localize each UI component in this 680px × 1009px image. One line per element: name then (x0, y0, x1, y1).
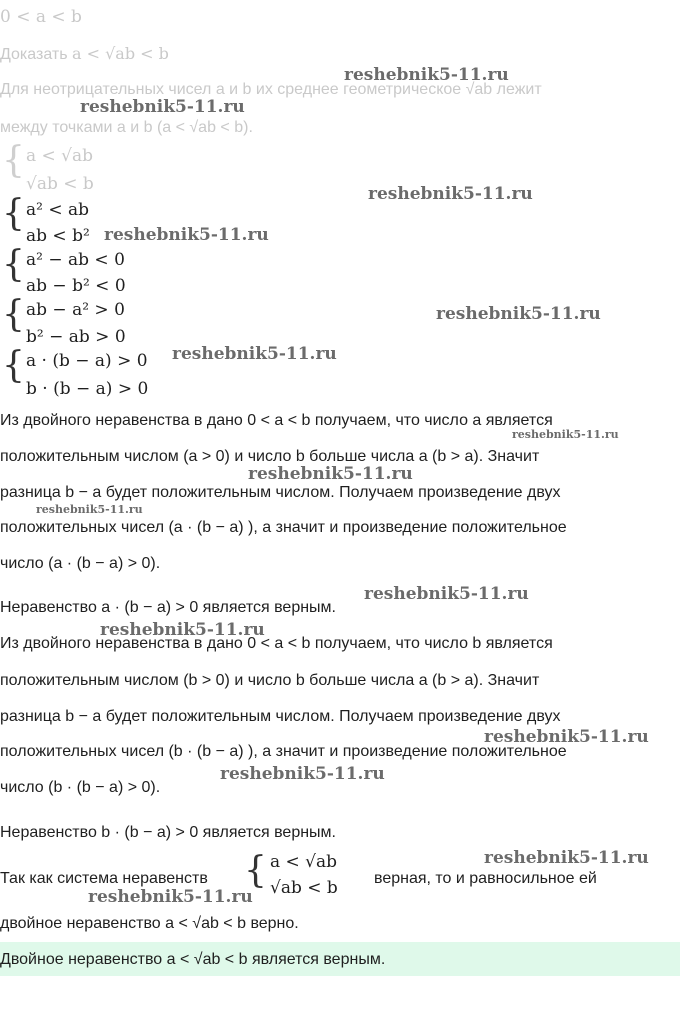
system1-row1: a² < ab (26, 200, 90, 220)
watermark: reshebnik5-11.ru (88, 887, 253, 907)
watermark: reshebnik5-11.ru (100, 620, 265, 640)
system4-row2: b · (b − a) > 0 (26, 379, 149, 399)
para1-line: положительных чисел (a · (b − a) ), а значит и произведение положительное (0, 519, 567, 536)
para2-line: Из двойного неравенства в дано 0 < a < b получаем, что число b является (0, 635, 553, 652)
watermark: reshebnik5-11.ru (248, 464, 413, 484)
prove-expression: a < √ab < b (71, 44, 169, 63)
watermark: reshebnik5-11.ru (512, 428, 619, 441)
para1-result: Неравенство a · (b − a) > 0 является верным. (0, 599, 336, 616)
system3-row1: ab − a² > 0 (26, 300, 125, 320)
watermark: reshebnik5-11.ru (364, 584, 529, 604)
conclusion-suffix: верная, то и равносильное ей (374, 870, 597, 887)
watermark: reshebnik5-11.ru (104, 225, 269, 245)
para2-line: положительных чисел (b · (b − a) ), а значит и произведение положительное (0, 743, 567, 760)
watermark: reshebnik5-11.ru (484, 727, 649, 747)
system-brace: { (2, 244, 25, 285)
system-brace: { (2, 294, 25, 335)
conclusion-system-row2: √ab < b (270, 878, 338, 898)
system0-row1: a < √ab (26, 146, 94, 166)
system2-row1: a² − ab < 0 (26, 250, 125, 270)
system4-row1: a · (b − a) > 0 (26, 351, 148, 371)
para1-line: число (a · (b − a) > 0). (0, 555, 161, 572)
conclusion-prefix: Так как система неравенств (0, 870, 208, 887)
prove-statement (0, 44, 169, 65)
final-answer: Двойное неравенство a < √ab < b является верным. (0, 951, 386, 968)
para2-line: разница b − a будет положительным числом. Получаем произведение двух (0, 708, 561, 725)
prove-label: Доказать (0, 46, 68, 63)
system3-row2: b² − ab > 0 (26, 327, 126, 347)
conclusion-system-row1: a < √ab (270, 852, 338, 872)
system1-row2: ab < b² (26, 226, 90, 246)
system-brace: { (2, 140, 25, 181)
watermark: reshebnik5-11.ru (80, 97, 245, 117)
intro-line-2: между точками a и b (a < √ab < b). (0, 119, 253, 136)
system-brace: { (2, 345, 25, 386)
system-brace: { (2, 193, 25, 234)
para2-result: Неравенство b · (b − a) > 0 является верным. (0, 824, 336, 841)
para2-line: положительным числом (b > 0) и число b больше числа a (b > a). Значит (0, 672, 540, 689)
system2-row2: ab − b² < 0 (26, 276, 126, 296)
watermark: reshebnik5-11.ru (36, 503, 143, 516)
para1-line: Из двойного неравенства в дано 0 < a < b получаем, что число a является (0, 412, 553, 429)
watermark: reshebnik5-11.ru (220, 764, 385, 784)
para1-line: разница b − a будет положительным числом. Получаем произведение двух (0, 484, 561, 501)
intro-line-1: Для неотрицательных чисел a и b их среднее геометрическое √ab лежит (0, 81, 542, 98)
given-statement: 0 < a < b (0, 7, 82, 27)
system-brace: { (244, 850, 267, 891)
watermark: reshebnik5-11.ru (172, 344, 337, 364)
para1-line: положительным числом (a > 0) и число b больше числа a (b > a). Значит (0, 448, 540, 465)
watermark: reshebnik5-11.ru (484, 848, 649, 868)
para2-line: число (b · (b − a) > 0). (0, 779, 161, 796)
watermark: reshebnik5-11.ru (344, 65, 509, 85)
conclusion-line-2: двойное неравенство a < √ab < b верно. (0, 915, 299, 932)
watermark: reshebnik5-11.ru (368, 184, 533, 204)
system0-row2: √ab < b (26, 174, 94, 194)
watermark: reshebnik5-11.ru (436, 304, 601, 324)
